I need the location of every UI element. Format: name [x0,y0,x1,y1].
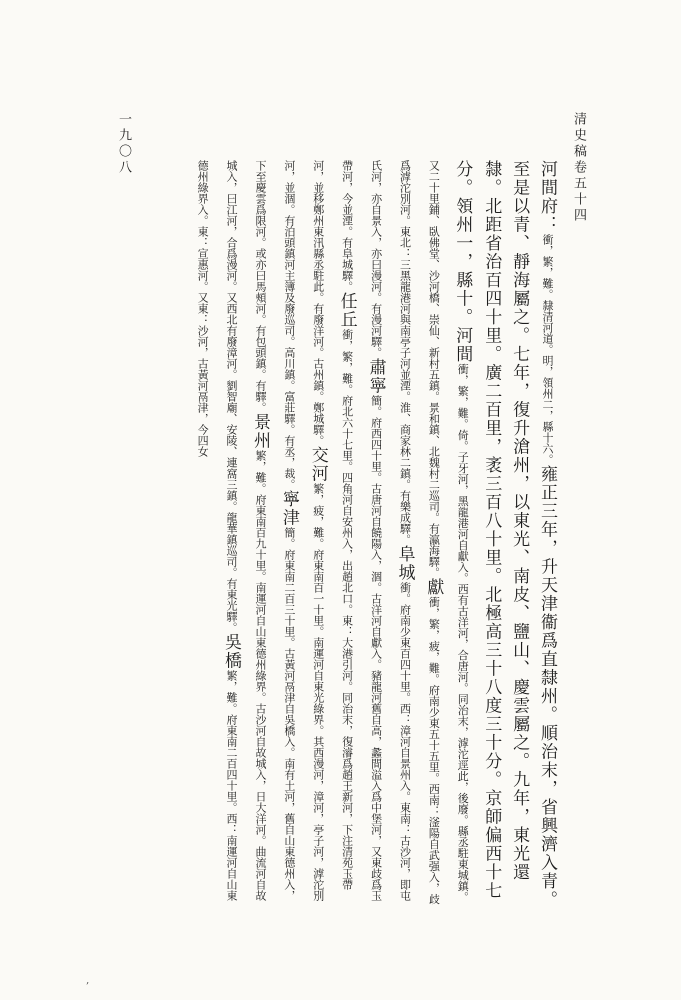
text-segment-main: 河間 [452,326,473,364]
text-segment-note: 簡。府東南二百三十里。古黃河鬲津自吳橋入。南有土河，舊自山東德州入，下至慶雲爲限河。或亦曰馬頰河。有包頭鎮。有驛。 [253,160,296,901]
text-segment-note: 衝，繁，難。隸清河道。明，領州二，縣十六。 [541,234,554,465]
text-segment-main: 阜城 [394,545,415,582]
text-segment-main: 獻 [423,578,444,597]
text-segment-note: 衝，繁，疲，難。府南少東五十五里。西南：滏陽自武强入，歧爲滹沱別河。東北：三黑龍港河與南亭子河並湮。淮、商家林二鎮。有樂成驛。 [398,160,441,905]
text-segment-main: 吳橋 [221,633,242,670]
body-text [86,160,561,910]
text-segment-note: 衝，繁，難。倚。子牙河，黑龍港河自獻入。西有古洋河，合唐河。同治末，滹沱逕此，後廢。縣丞駐東城鎮。又二十里鋪、臥佛堂、沙河橋、崇仙、新村五鎮。景和鎮、北魏村二巡司。有瀛海驛。 [427,160,470,903]
text-segment-main: 交河 [307,446,328,483]
text-segment-main: 任丘 [336,292,357,329]
text-segment-main: 雍正三年，升天津衞爲直隸州。順治末，省興濟入青。至是以青、靜海屬之。七年，復升滄州，以東光、南皮、鹽山、慶雲屬之。九年，東光還隸。北距省治百四十里。廣二百里，袤三百八十里。北極高三十八度三十分。京師偏西十七分。領州一，縣十。 [452,160,557,909]
text-segment-note: 繁，難。府東南百九十里。南運河自山東德州綠界。古沙河自故城入，日大洋河。曲流河自故城入，曰江河，合爲漫河。又西北有廢漳河。劉智廟、安陵、連窩三鎮。龍華鎮巡司。有東光驛。 [225,160,267,901]
text-segment-main: 肅寧 [365,358,386,395]
text-segment-main: 景州 [249,413,270,450]
text-segment-note: 繁，疲，難。府東南百一十里。南運河自東光綠界。其西漫河，漳河，亭子河，滹沱別河，並涸。有泊頭鎮河主簿及廢巡司。高川鎮。富莊驛。有丞，裁。 [282,160,325,901]
text-segment-note: 衝。府南少東百四十里。西：漳河自景州入。東南：古沙河，即屯氏河，亦自景入，亦曰漫河。有漫河驛。 [369,160,412,901]
running-head: 清史稿卷五十四 [571,112,586,224]
text-segment-note: 簡。府西四十里。古唐河自饒陽入，涸。古洋河自獻入。豬龍河舊自高，蠡間溢入爲中堡河，又東歧爲玉帶河，今並湮。有阜城驛。 [340,160,383,901]
margin-mark: ‚ [86,975,90,986]
text-segment-note: 衝，繁，難。府北六十七里。四角河自安州入，出趙北口。東：大港引河。同治末，復濬爲趙王新河，下注清苑玉帶河，並移鄭州東汛縣丞駐此。有廢洋河。古州鎮。鄭城驛。 [311,160,354,890]
text-segment-note: 繁，難。府東南二百四十里。西：南運河自山東德州綠界入。東：宣惠河。又東：沙河，古黃河鬲津，今四女 [196,160,239,901]
text-segment-main: 寧津 [278,490,299,527]
text-segment-main: 河間府： [537,160,557,234]
page-number: 一九〇八 [116,112,131,176]
